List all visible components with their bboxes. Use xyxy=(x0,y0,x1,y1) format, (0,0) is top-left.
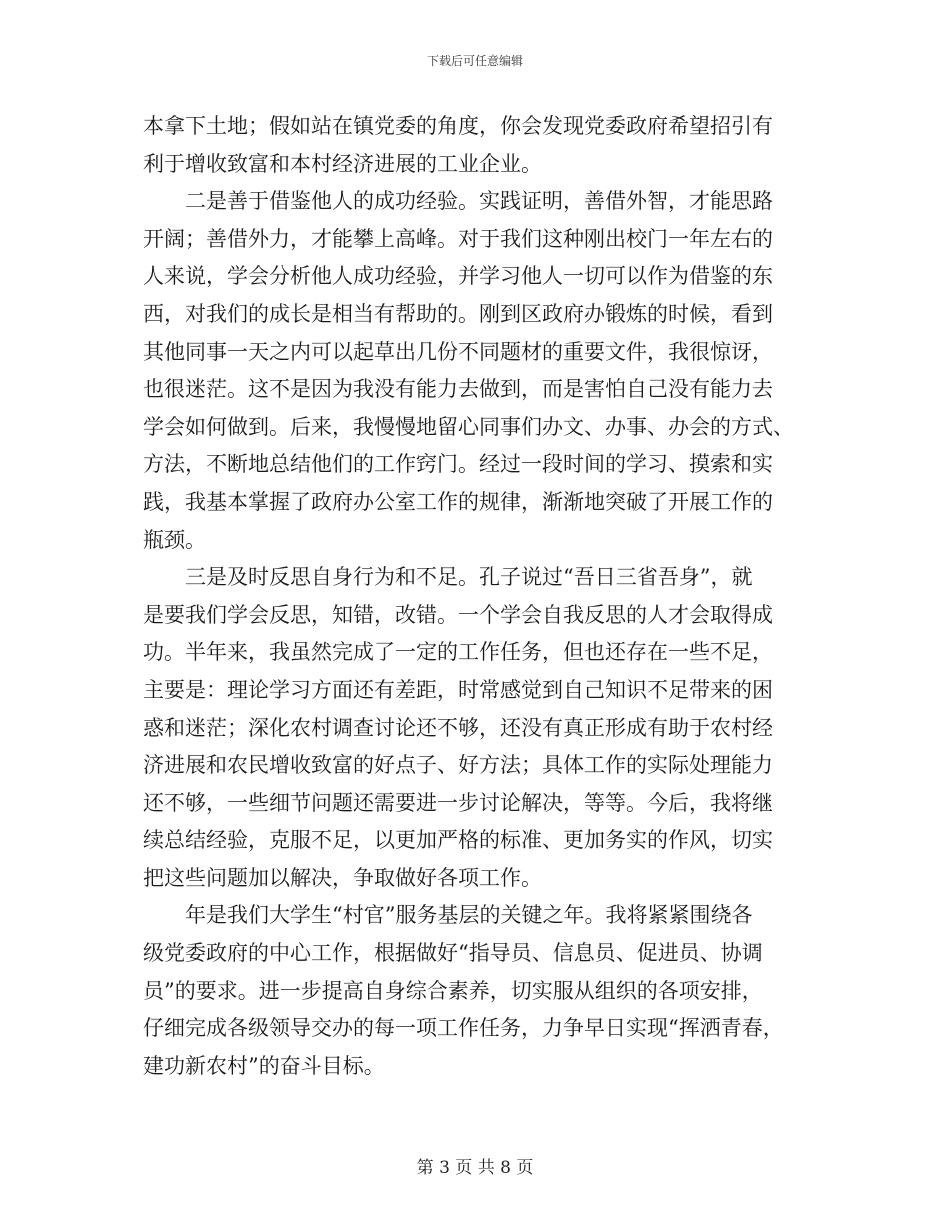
text-line: 利于增收致富和本村经济进展的工业企业。 xyxy=(143,151,542,176)
text-line: 也很迷茫。这不是因为我没有能力去做到，而是害怕自己没有能力去 xyxy=(143,377,773,402)
text-line: 惑和迷茫；深化农村调查讨论还不够，还没有真正形成有助于农村经 xyxy=(143,715,773,740)
text-line: 开阔；善借外力，才能攀上高峰。对于我们这种刚出校门一年左右的 xyxy=(143,226,773,251)
text-line: 主要是：理论学习方面还有差距，时常感觉到自己知识不足带来的困 xyxy=(143,677,773,702)
text-line: 其他同事一天之内可以起草出几份不同题材的重要文件，我很惊讶， xyxy=(143,339,773,364)
text-line: 西，对我们的成长是相当有帮助的。刚到区政府办锻炼的时候，看到 xyxy=(143,301,773,326)
text-line: 建功新农村”的奋斗目标。 xyxy=(143,1053,385,1078)
document-body xyxy=(143,108,809,1085)
text-line: 年是我们大学生“村官”服务基层的关键之年。我将紧紧围绕各 xyxy=(143,903,753,928)
text-line: 本拿下土地；假如站在镇党委的角度，你会发现党委政府希望招引有 xyxy=(143,114,773,138)
text-line: 功。半年来，我虽然完成了一定的工作任务，但也还存在一些不足， xyxy=(143,640,773,665)
text-line: 践，我基本掌握了政府办公室工作的规律，渐渐地突破了开展工作的 xyxy=(143,489,773,514)
text-line: 仔细完成各级领导交办的每一项工作任务，力争早日实现“挥洒青春， xyxy=(143,1016,784,1041)
text-line: 济进展和农民增收致富的好点子、好方法；具体工作的实际处理能力 xyxy=(143,753,773,778)
text-line: 瓶颈。 xyxy=(143,527,206,552)
text-line: 三是及时反思自身行为和不足。孔子说过“吾日三省吾身”，就 xyxy=(143,565,753,590)
text-line: 续总结经验，克服不足，以更加严格的标准、更加务实的作风，切实 xyxy=(143,828,773,853)
text-line: 学会如何做到。后来，我慢慢地留心同事们办文、办事、办会的方式、 xyxy=(143,414,794,439)
page-header: 下载后可任意编辑 xyxy=(426,54,523,68)
text-line: 把这些问题加以解决，争取做好各项工作。 xyxy=(143,865,542,890)
text-line: 方法，不断地总结他们的工作窍门。经过一段时间的学习、摸索和实 xyxy=(143,452,773,477)
text-line: 二是善于借鉴他人的成功经验。实践证明，善借外智，才能思路 xyxy=(143,189,773,214)
page-footer: 第 3 页 共 8 页 xyxy=(416,1158,534,1178)
text-line: 还不够，一些细节问题还需要进一步讨论解决，等等。今后，我将继 xyxy=(143,790,773,815)
text-line: 人来说，学会分析他人成功经验，并学习他人一切可以作为借鉴的东 xyxy=(143,264,773,289)
text-line: 是要我们学会反思，知错，改错。一个学会自我反思的人才会取得成 xyxy=(143,602,773,627)
text-line: 员”的要求。进一步提高自身综合素养，切实服从组织的各项安排， xyxy=(143,978,763,1003)
text-line: 级党委政府的中心工作，根据做好“指导员、信息员、促进员、协调 xyxy=(143,941,763,966)
